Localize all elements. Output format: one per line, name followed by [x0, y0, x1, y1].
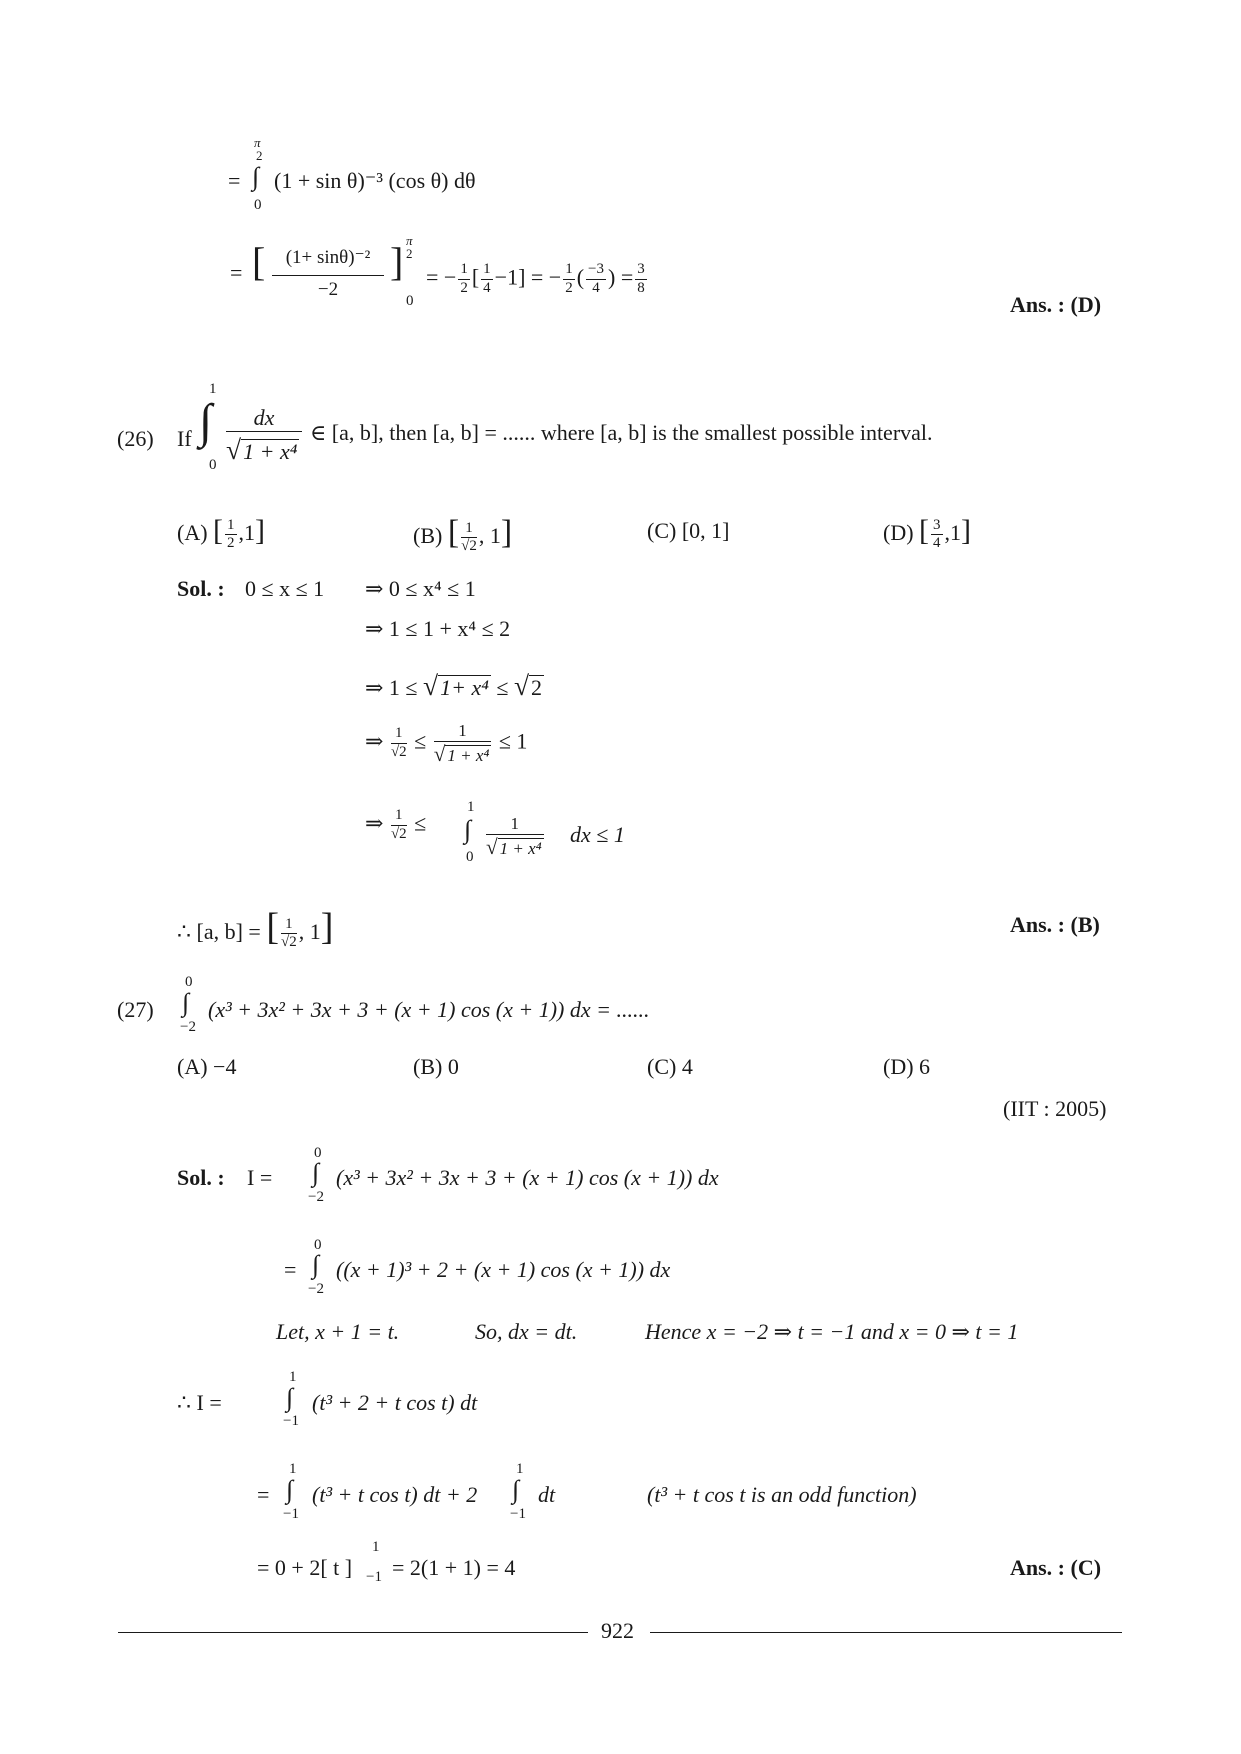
- cont-l2-frac-bar: [272, 275, 384, 276]
- answer-27: Ans. : (C): [1010, 1555, 1102, 1580]
- q26-step-5-end: dx ≤ 1: [570, 822, 625, 847]
- integral-sign-icon: ∫: [252, 162, 260, 191]
- q26-step-1: ⇒ 0 ≤ x⁴ ≤ 1: [365, 576, 476, 601]
- cont-l1-lim-up-den: 2: [256, 148, 263, 163]
- q27-number: (27): [117, 997, 154, 1022]
- q26-step-5: ⇒ $\frac{1}{√2}$ ≤: [365, 807, 427, 842]
- q27-line4-note: (t³ + t cos t is an odd function): [647, 1482, 917, 1507]
- q27-option-d[interactable]: (D) 6: [883, 1054, 931, 1079]
- answer-26: Ans. : (B): [1010, 912, 1100, 937]
- footer-rule-left: [118, 1632, 588, 1633]
- footer-rule-right: [650, 1632, 1122, 1633]
- q26-int-den: √1 + x⁴: [226, 434, 298, 465]
- cont-l2-rest: = − $\frac{1}{2}$ [ $\frac{1}{4}$ −1] = − $\frac{1}{2}$ ( $\frac{-3}{4}$ ) = $\frac{3}{8}$: [426, 261, 645, 296]
- q26-conclusion: ∴ [a, b] = [ $\frac{1}{√2}$ , 1]: [177, 906, 334, 951]
- q27-lim-up: 0: [185, 974, 193, 990]
- q27-sub-so: So, dx = dt.: [475, 1319, 578, 1344]
- integral-sign-icon: ∫: [312, 1158, 320, 1187]
- q27-sub-let: Let, x + 1 = t.: [276, 1319, 400, 1344]
- q26-lim-low: 0: [209, 457, 217, 473]
- integral-sign-icon: ∫: [464, 815, 472, 844]
- q27-therefore: ∴ I =: [177, 1390, 222, 1415]
- q26-step-4: ⇒ $\frac{1}{√2}$ ≤ $\frac{1}{\text{√ 1 + x⁴}}$ ≤ 1: [365, 721, 528, 766]
- right-bracket-icon: ]: [390, 239, 404, 284]
- q26-step-0: 0 ≤ x ≤ 1: [245, 576, 325, 601]
- q26-option-d[interactable]: (D) [ $\frac{3}{4}$ ,1]: [883, 514, 972, 552]
- q26-option-a[interactable]: (A) [ $\frac{1}{2}$ ,1]: [177, 514, 266, 552]
- q27-line3: (t³ + 2 + t cos t) dt: [312, 1390, 478, 1415]
- integral-sign-icon: ∫: [199, 395, 213, 448]
- q26-lead: If: [177, 426, 192, 451]
- integral-sign-icon: ∫: [512, 1475, 520, 1504]
- q27-lim-low: −2: [180, 1019, 196, 1035]
- q27-sol-line2: ((x + 1)³ + 2 + (x + 1) cos (x + 1)) dx: [336, 1257, 671, 1282]
- q27-line4b: dt: [538, 1482, 556, 1507]
- q27-option-c[interactable]: (C) 4: [647, 1054, 693, 1079]
- q26-step-3: ⇒ 1 ≤ √1+ x⁴ ≤ √2: [365, 670, 543, 701]
- q27-sol-I: I =: [247, 1165, 273, 1190]
- q26-step-2: ⇒ 1 ≤ 1 + x⁴ ≤ 2: [365, 616, 511, 641]
- q26-lim-up: 1: [209, 381, 217, 397]
- q27-sol-line1: (x³ + 3x² + 3x + 3 + (x + 1) cos (x + 1)) dx: [336, 1165, 719, 1190]
- cont-l1-eq: =: [228, 168, 241, 193]
- q26-option-c[interactable]: (C) [0, 1]: [647, 518, 730, 543]
- q26-number: (26): [117, 426, 154, 451]
- cont-l1-lim-low: 0: [254, 197, 262, 213]
- q26-int-num: dx: [253, 405, 275, 430]
- q26-text: ∈ [a, b], then [a, b] = ...... where [a, b] is the smallest possible interval.: [310, 420, 933, 445]
- q27-line5-end: = 2(1 + 1) = 4: [392, 1555, 516, 1580]
- page-number: 922: [601, 1618, 634, 1643]
- cont-l2-num: (1+ sinθ)⁻²: [285, 247, 371, 268]
- q27-question: (x³ + 3x² + 3x + 3 + (x + 1) cos (x + 1)) dx = ......: [208, 997, 650, 1022]
- q27-option-b[interactable]: (B) 0: [413, 1054, 459, 1079]
- integral-sign-icon: ∫: [182, 988, 190, 1017]
- cont-l1-lim-up: π: [254, 135, 261, 150]
- integral-sign-icon: ∫: [312, 1250, 320, 1279]
- integral-sign-icon: ∫: [286, 1475, 294, 1504]
- q27-source: (IIT : 2005): [1003, 1096, 1107, 1121]
- q27-sol-label: Sol. :: [177, 1165, 225, 1190]
- q27-line4a: (t³ + t cos t) dt + 2: [312, 1482, 478, 1507]
- integral-sign-icon: ∫: [286, 1383, 294, 1412]
- cont-l2-den: −2: [317, 279, 339, 300]
- q27-line5: = 0 + 2[ t ]: [257, 1555, 353, 1580]
- q27-sub-hence: Hence x = −2 ⇒ t = −1 and x = 0 ⇒ t = 1: [645, 1319, 1019, 1344]
- cont-l1-expr: (1 + sin θ)⁻³ (cos θ) dθ: [274, 168, 476, 193]
- left-bracket-icon: [: [252, 239, 266, 284]
- q26-option-b[interactable]: (B) [ $\frac{1}{√2}$ , 1]: [413, 514, 513, 555]
- answer-cont: Ans. : (D): [1010, 292, 1102, 317]
- q26-sol-label: Sol. :: [177, 576, 225, 601]
- q27-option-a[interactable]: (A) −4: [177, 1054, 237, 1079]
